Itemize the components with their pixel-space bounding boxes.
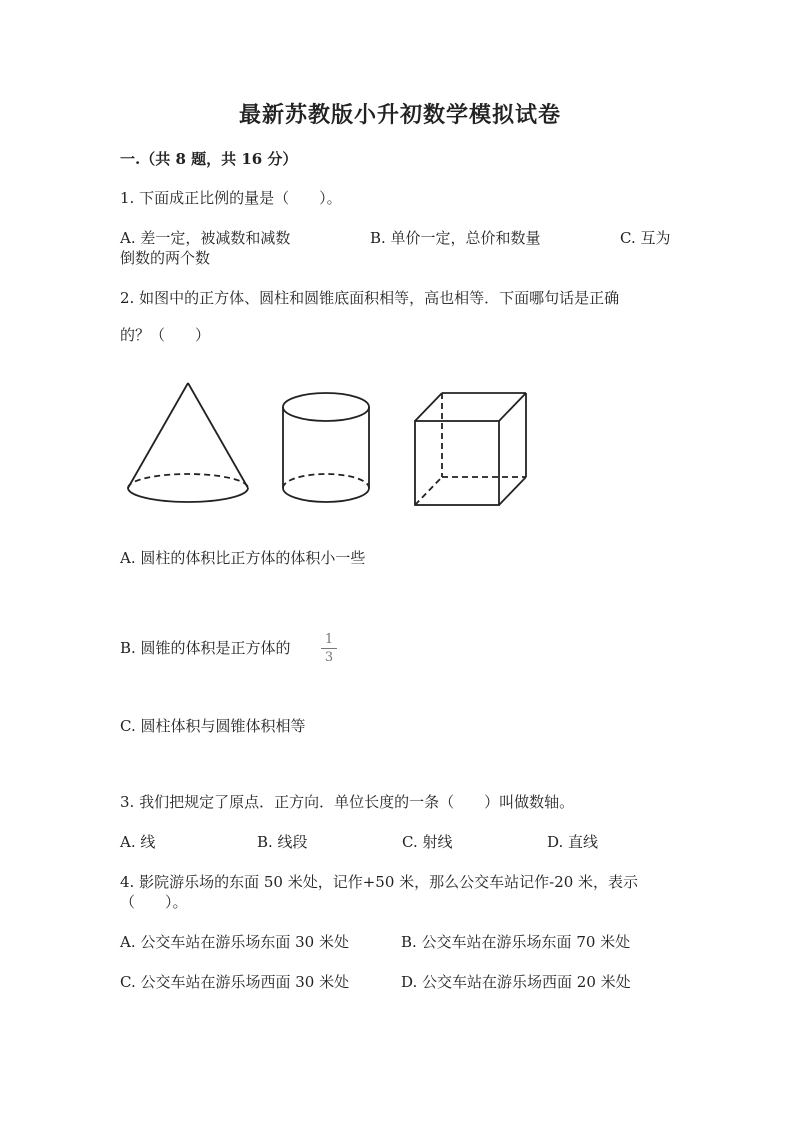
cone-figure bbox=[128, 383, 248, 502]
question-3-option-a: A. 线 bbox=[120, 833, 156, 851]
question-2-stem-continued: 的？（ ） bbox=[120, 326, 211, 344]
cube-figure bbox=[415, 393, 526, 505]
question-1-option-c: C. 互为 bbox=[620, 229, 671, 247]
question-4-option-d: D. 公交车站在游乐场西面 20 米处 bbox=[401, 973, 631, 991]
question-2-option-c: C. 圆柱体积与圆锥体积相等 bbox=[120, 717, 306, 735]
question-4-option-b: B. 公交车站在游乐场东面 70 米处 bbox=[401, 933, 631, 951]
fraction-bar bbox=[321, 648, 337, 649]
question-4-stem: 4. 影院游乐场的东面 50 米处，记作+50 米，那么公交车站记作-20 米，表示 bbox=[120, 873, 639, 891]
question-3-option-b: B. 线段 bbox=[257, 833, 308, 851]
question-3-stem: 3. 我们把规定了原点．正方向．单位长度的一条（ ）叫做数轴。 bbox=[120, 793, 575, 811]
question-1-option-c-continued: 倒数的两个数 bbox=[120, 249, 211, 267]
question-1-option-a: A. 差一定，被减数和减数 bbox=[120, 229, 291, 247]
cylinder-figure bbox=[283, 393, 369, 502]
question-2-option-a: A. 圆柱的体积比正方体的体积小一些 bbox=[120, 549, 366, 567]
solid-figures bbox=[120, 378, 540, 513]
question-3-option-d: D. 直线 bbox=[547, 833, 599, 851]
question-4-stem-continued: （ ）。 bbox=[120, 893, 188, 911]
question-1-option-b: B. 单价一定，总价和数量 bbox=[370, 229, 541, 247]
question-4-option-a: A. 公交车站在游乐场东面 30 米处 bbox=[120, 933, 349, 951]
question-4-option-c: C. 公交车站在游乐场西面 30 米处 bbox=[120, 973, 350, 991]
fraction-numerator: 1 bbox=[324, 632, 334, 647]
question-2-stem: 2. 如图中的正方体、圆柱和圆锥底面积相等，高也相等．下面哪句话是正确 bbox=[120, 289, 620, 307]
question-1-stem: 1. 下面成正比例的量是（ ）。 bbox=[120, 189, 342, 207]
page-title: 最新苏教版小升初数学模拟试卷 bbox=[238, 102, 561, 128]
fraction-one-third bbox=[321, 632, 337, 665]
question-2-option-b: B. 圆锥的体积是正方体的 bbox=[120, 639, 291, 657]
question-3-option-c: C. 射线 bbox=[402, 833, 453, 851]
section-heading: 一.（共 8 题，共 16 分） bbox=[120, 150, 298, 168]
fraction-denominator: 3 bbox=[324, 650, 334, 665]
